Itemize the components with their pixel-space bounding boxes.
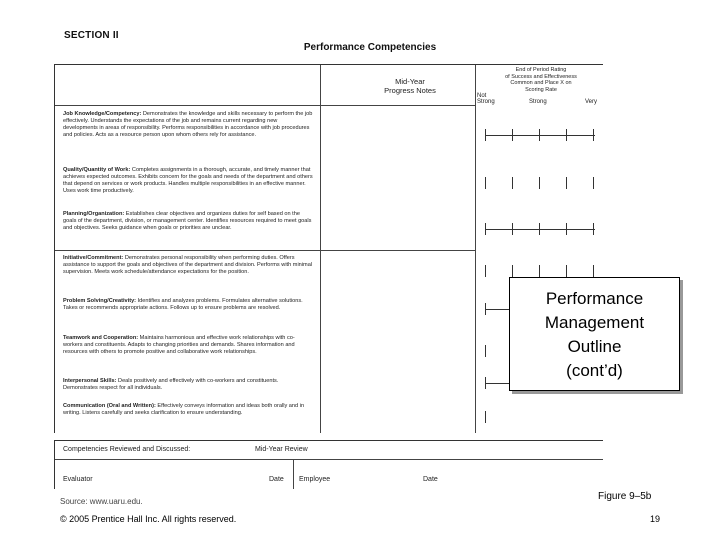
mid-year-review-label: Mid-Year Review [255, 446, 308, 453]
rating-scale[interactable] [485, 265, 595, 277]
competency-interpersonal: Interpersonal Skills: Deals positively and effectively with co-workers and constituents. Demonstrates respect for all individuals. [63, 378, 279, 391]
callout-line: (cont’d) [566, 361, 623, 380]
callout-box [509, 277, 680, 391]
competency-job-knowledge: Job Knowledge/Competency: Demonstrates the knowledge and skills necessary to perform the job effectively. Understands the expectations of the job and remains current regarding new developments in areas of responsibility. Performs responsibilities in accordance with job procedures and policies. Acts as a resource person upon whom others rely for assistance. [63, 111, 313, 138]
competency-problem-solving: Problem Solving/Creativity: Identifies and analyzes problems. Formulates alternative solutions. Takes or recommends appropriate actions. Follows up to ensure problems are resolved. [63, 298, 303, 311]
callout-line: Performance [545, 289, 644, 308]
scale-very: Very [585, 99, 598, 105]
date-label: Date [423, 476, 438, 483]
end-period-header: End of Period Rating of Success and Effectiveness Common and Place X on Scoring Rate [505, 67, 577, 93]
reviewed-label: Competencies Reviewed and Discussed: [63, 446, 191, 453]
competency-planning: Planning/Organization: Establishes clear objectives and organizes duties for self based on the goals of the department, division, or management center. Identifies resources required to meet goals and objectives. Seeks guidance when goals or priorities are unclear. [63, 211, 312, 231]
employee-label: Employee [299, 476, 331, 483]
form-title: Performance Competencies [303, 42, 437, 53]
competency-quality: Quality/Quantity of Work: Completes assignments in a thorough, accurate, and timely manner that achieves expected outcomes. Exhibits concern for the goals and needs of the department and others that depend on services or work products. Handles multiple responsibilities in an effective manner. Uses work time productively. [63, 167, 313, 194]
row-divider [55, 105, 475, 106]
rating-scale[interactable] [485, 411, 595, 423]
signature-divider [55, 459, 603, 460]
signature-block [54, 440, 603, 489]
rating-scale[interactable] [485, 129, 595, 141]
callout-line: Outline [567, 337, 622, 356]
evaluator-label: Evaluator [63, 476, 93, 483]
callout-line: Management [544, 313, 645, 332]
column-divider [475, 65, 476, 433]
competency-communication: Communication (Oral and Written): Effectively conveys information and ideas both orally and in writing. Listens carefully and seeks clarification to ensure understanding. [63, 403, 305, 416]
rating-scale[interactable] [485, 223, 595, 235]
copyright-notice: © 2005 Prentice Hall Inc. All rights reserved. [60, 514, 237, 524]
section-label: SECTION II [64, 30, 119, 41]
page-number: 19 [650, 514, 661, 524]
source-note: Source: www.uaru.edu. [60, 497, 143, 506]
competency-teamwork: Teamwork and Cooperation: Maintains harmonious and effective work relationships with co-workers and constituents. Adapts to changing priorities and demands. Shares information and resources with others to promote positive and collaborative work relationships. [63, 335, 295, 355]
scale-strong: Strong [529, 99, 547, 105]
rating-scale[interactable] [485, 177, 595, 189]
figure-label: Figure 9–5b [598, 491, 652, 502]
row-divider [55, 250, 475, 251]
competency-initiative: Initiative/Commitment: Demonstrates personal responsibility when performing duties. Offers assistance to support the goals and objectives of the department and division. Performs with minimal supervision. Meets work schedule/attendance expectations for the position. [63, 255, 313, 275]
scale-not-strong: Not Strong [477, 93, 495, 105]
mid-year-header: Mid-Year Progress Notes [384, 77, 436, 95]
date-label: Date [269, 476, 284, 483]
signature-column-divider [293, 459, 294, 489]
column-divider [320, 65, 321, 433]
